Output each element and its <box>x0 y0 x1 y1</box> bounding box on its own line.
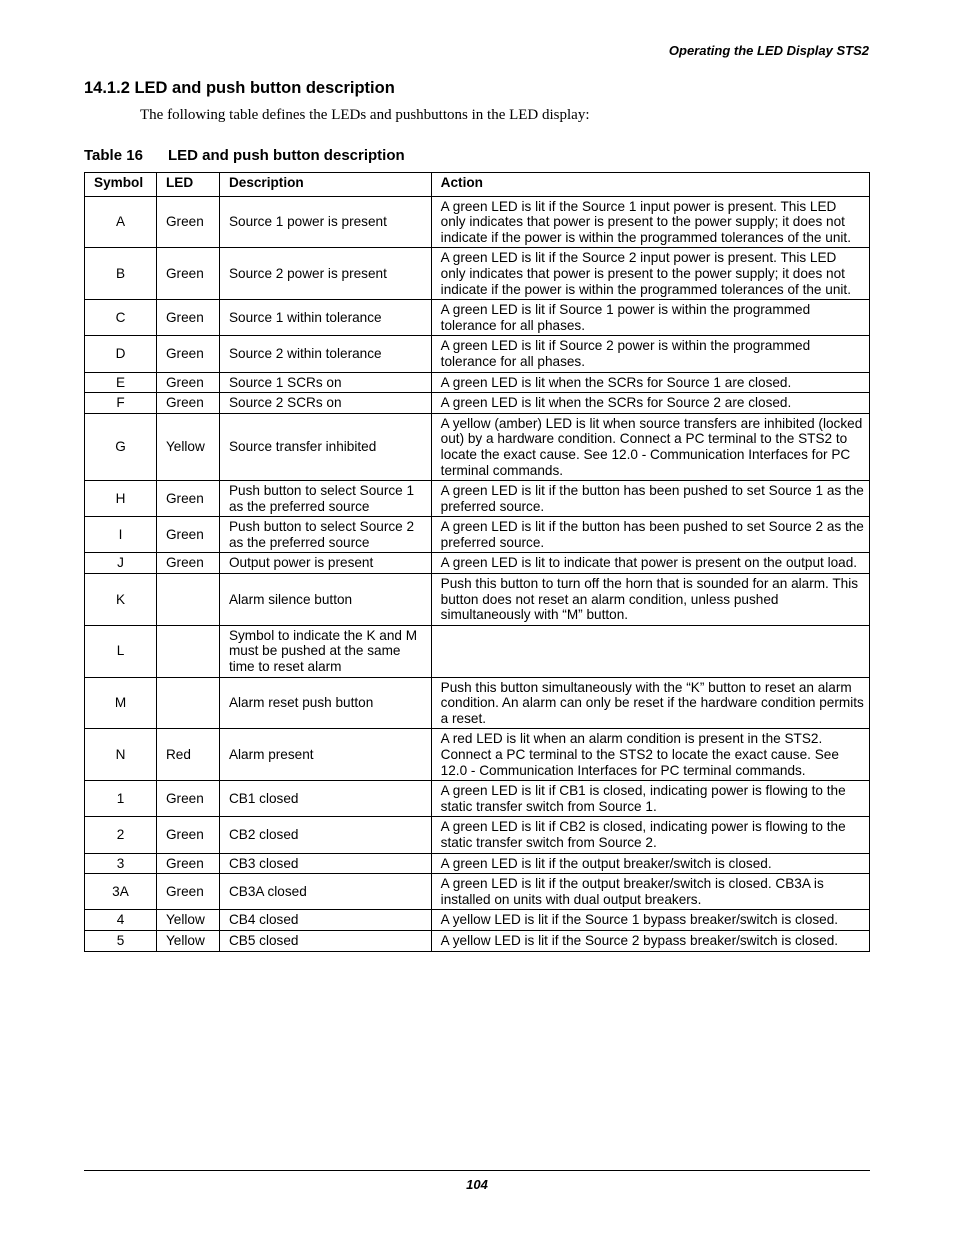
table-row <box>85 574 870 626</box>
table-row <box>85 481 870 517</box>
table-body <box>85 196 870 951</box>
table-caption-label: Table 16 <box>84 147 143 164</box>
cell-action: A green LED is lit if the output breaker/switch is closed. <box>431 853 869 874</box>
table-header-row <box>85 173 870 197</box>
cell-description: CB5 closed <box>219 930 431 951</box>
cell-description: Source 1 SCRs on <box>219 372 431 393</box>
cell-action: A yellow LED is lit if the Source 2 bypass breaker/switch is closed. <box>431 930 869 951</box>
cell-description: Source 2 power is present <box>219 248 431 300</box>
cell-led: Yellow <box>156 910 219 931</box>
cell-description: Push button to select Source 1 as the preferred source <box>219 481 431 517</box>
cell-action: A green LED is lit if the button has been pushed to set Source 1 as the preferred source. <box>431 481 869 517</box>
cell-action: A green LED is lit if the Source 1 input power is present. This LED only indicates that power is present to the power supply; it does not indicate if the power is within the programmed tolerances of the unit. <box>431 196 869 248</box>
cell-symbol: 5 <box>85 930 157 951</box>
cell-led: Yellow <box>156 413 219 480</box>
footer-rule <box>84 1170 870 1171</box>
table-row <box>85 196 870 248</box>
column-header-description: Description <box>219 173 431 197</box>
cell-description: Symbol to indicate the K and M must be pushed at the same time to reset alarm <box>219 625 431 677</box>
table-row <box>85 781 870 817</box>
cell-action: A green LED is lit when the SCRs for Source 2 are closed. <box>431 393 869 414</box>
cell-led: Green <box>156 481 219 517</box>
cell-led: Green <box>156 196 219 248</box>
cell-symbol: 3A <box>85 874 157 910</box>
table-caption-title: LED and push button description <box>168 147 405 164</box>
cell-description: Alarm reset push button <box>219 677 431 729</box>
table-row <box>85 817 870 853</box>
table-caption <box>84 147 405 164</box>
cell-description: CB2 closed <box>219 817 431 853</box>
cell-action: A green LED is lit if Source 1 power is within the programmed tolerance for all phases. <box>431 300 869 336</box>
cell-symbol: 1 <box>85 781 157 817</box>
table-row <box>85 413 870 480</box>
cell-led <box>156 625 219 677</box>
cell-led: Green <box>156 853 219 874</box>
section-number: 14.1.2 <box>84 79 130 97</box>
table-row <box>85 677 870 729</box>
cell-symbol: D <box>85 336 157 372</box>
cell-description: CB1 closed <box>219 781 431 817</box>
cell-action: A green LED is lit if CB2 is closed, indicating power is flowing to the static transfer switch from Source 2. <box>431 817 869 853</box>
cell-description: Source 2 within tolerance <box>219 336 431 372</box>
cell-symbol: H <box>85 481 157 517</box>
cell-action: Push this button to turn off the horn that is sounded for an alarm. This button does not reset an alarm condition, unless pushed simultaneously with “M” button. <box>431 574 869 626</box>
cell-description: Source 1 within tolerance <box>219 300 431 336</box>
cell-led: Yellow <box>156 930 219 951</box>
cell-symbol: 2 <box>85 817 157 853</box>
table-row <box>85 930 870 951</box>
cell-led: Green <box>156 393 219 414</box>
cell-symbol: 3 <box>85 853 157 874</box>
table-row <box>85 517 870 553</box>
cell-led: Green <box>156 874 219 910</box>
cell-action: Push this button simultaneously with the “K” button to reset an alarm condition. An alarm can only be reset if the hardware condition permits a reset. <box>431 677 869 729</box>
section-title <box>84 79 395 98</box>
cell-description: Source 2 SCRs on <box>219 393 431 414</box>
cell-symbol: A <box>85 196 157 248</box>
cell-symbol: J <box>85 553 157 574</box>
table-row <box>85 300 870 336</box>
column-header-symbol: Symbol <box>85 173 157 197</box>
running-header: Operating the LED Display STS2 <box>668 43 869 58</box>
cell-led: Green <box>156 817 219 853</box>
cell-led <box>156 574 219 626</box>
cell-symbol: F <box>85 393 157 414</box>
cell-description: Alarm silence button <box>219 574 431 626</box>
table-row <box>85 853 870 874</box>
cell-symbol: G <box>85 413 157 480</box>
table-row <box>85 372 870 393</box>
cell-description: Alarm present <box>219 729 431 781</box>
cell-action <box>431 625 869 677</box>
cell-led: Green <box>156 517 219 553</box>
table-row <box>85 336 870 372</box>
cell-action: A green LED is lit to indicate that power is present on the output load. <box>431 553 869 574</box>
column-header-led: LED <box>156 173 219 197</box>
cell-symbol: M <box>85 677 157 729</box>
cell-led: Red <box>156 729 219 781</box>
table-row <box>85 910 870 931</box>
table-row <box>85 393 870 414</box>
cell-action: A green LED is lit if Source 2 power is within the programmed tolerance for all phases. <box>431 336 869 372</box>
intro-paragraph: The following table defines the LEDs and pushbuttons in the LED display: <box>140 107 590 123</box>
cell-description: Source transfer inhibited <box>219 413 431 480</box>
cell-symbol: L <box>85 625 157 677</box>
cell-description: Push button to select Source 2 as the preferred source <box>219 517 431 553</box>
cell-led: Green <box>156 781 219 817</box>
cell-led: Green <box>156 300 219 336</box>
cell-description: CB3A closed <box>219 874 431 910</box>
cell-symbol: N <box>85 729 157 781</box>
cell-symbol: 4 <box>85 910 157 931</box>
cell-action: A green LED is lit if the output breaker/switch is closed. CB3A is installed on units with dual output breakers. <box>431 874 869 910</box>
cell-action: A yellow LED is lit if the Source 1 bypass breaker/switch is closed. <box>431 910 869 931</box>
cell-led: Green <box>156 248 219 300</box>
cell-symbol: C <box>85 300 157 336</box>
cell-action: A green LED is lit if CB1 is closed, indicating power is flowing to the static transfer switch from Source 1. <box>431 781 869 817</box>
table-row <box>85 248 870 300</box>
cell-description: Source 1 power is present <box>219 196 431 248</box>
section-title-text: LED and push button description <box>134 79 395 97</box>
cell-led: Green <box>156 372 219 393</box>
cell-action: A green LED is lit when the SCRs for Source 1 are closed. <box>431 372 869 393</box>
cell-description: CB4 closed <box>219 910 431 931</box>
page-number: 104 <box>466 1177 488 1192</box>
cell-description: CB3 closed <box>219 853 431 874</box>
table-row <box>85 729 870 781</box>
cell-led: Green <box>156 336 219 372</box>
cell-action: A yellow (amber) LED is lit when source transfers are inhibited (locked out) by a hardware condition. Connect a PC terminal to the STS2 to locate the exact cause. See 12.0 - Communication Interfaces for PC terminal commands. <box>431 413 869 480</box>
table-row <box>85 625 870 677</box>
cell-led: Green <box>156 553 219 574</box>
cell-symbol: E <box>85 372 157 393</box>
cell-action: A green LED is lit if the button has been pushed to set Source 2 as the preferred source. <box>431 517 869 553</box>
cell-action: A red LED is lit when an alarm condition is present in the STS2. Connect a PC terminal to the STS2 to locate the exact cause. See 12.0 - Communication Interfaces for PC terminal commands. <box>431 729 869 781</box>
table-row <box>85 874 870 910</box>
table-row <box>85 553 870 574</box>
cell-description: Output power is present <box>219 553 431 574</box>
column-header-action: Action <box>431 173 869 197</box>
cell-symbol: B <box>85 248 157 300</box>
cell-led <box>156 677 219 729</box>
cell-symbol: K <box>85 574 157 626</box>
led-description-table <box>84 172 870 952</box>
cell-action: A green LED is lit if the Source 2 input power is present. This LED only indicates that power is present to the power supply; it does not indicate if the power is within the programmed tolerances of the unit. <box>431 248 869 300</box>
cell-symbol: I <box>85 517 157 553</box>
